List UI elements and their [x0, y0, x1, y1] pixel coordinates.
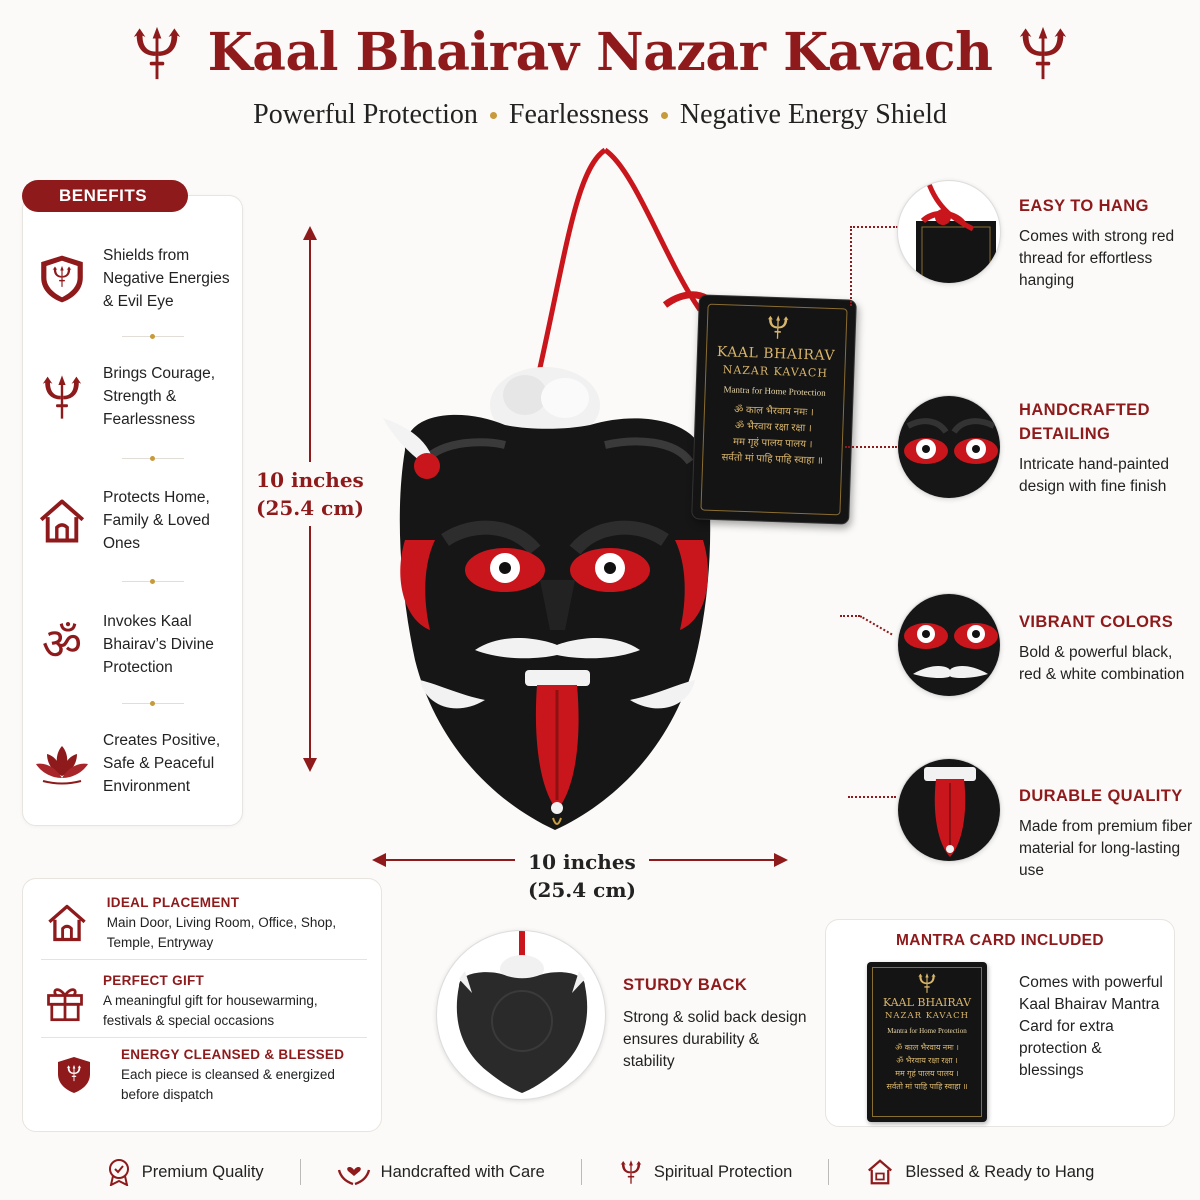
mantra-line: सर्वतो मां पाहि पाहि स्वाहा ॥ [886, 1082, 968, 1091]
sturdy-back-image [436, 930, 606, 1100]
info-ideal-placement [43, 893, 368, 952]
info-title: ENERGY CLEANSED & BLESSED [121, 1047, 345, 1062]
feature-desc: Comes with strong red thread for effortless hanging [1019, 228, 1175, 289]
gift-icon [43, 971, 87, 1030]
separator-dot [490, 112, 497, 119]
home-icon [43, 893, 91, 952]
feature-title: VIBRANT COLORS [1019, 613, 1174, 631]
benefit-text: Brings Courage, Strength & Fearlessness [103, 365, 216, 428]
sturdy-back-title: STURDY BACK [623, 976, 748, 994]
connector-line [860, 615, 893, 635]
tag-mantra-label: Mantra for Home Protection [723, 384, 826, 398]
sturdy-back-info [623, 973, 813, 1073]
footer-item [106, 1158, 264, 1186]
card-title: KAAL BHAIRAV [882, 996, 972, 1009]
handcrafted-detail-image [897, 395, 1001, 499]
benefit-item [33, 362, 243, 431]
info-desc: Each piece is cleansed & energized before dispatch [121, 1067, 335, 1102]
footer-label: Blessed & Ready to Hang [905, 1162, 1095, 1181]
divider [122, 581, 184, 582]
divider [41, 959, 367, 960]
mantra-line: ॐ काल भैरवाय नमः । [895, 1043, 959, 1052]
benefit-text: Creates Positive, Safe & Peaceful Environment [103, 732, 221, 795]
mantra-card-image [867, 962, 987, 1122]
divider [581, 1159, 582, 1185]
info-desc: Main Door, Living Room, Office, Shop, Temple, Entryway [106, 915, 337, 950]
vibrant-colors-image [897, 593, 1001, 697]
info-perfect-gift [43, 971, 368, 1030]
subtitle [0, 99, 1200, 131]
connector-line [850, 226, 898, 228]
feature-easy-to-hang [1019, 194, 1194, 292]
om-icon: ॐ [41, 618, 83, 670]
footer-label: Premium Quality [141, 1162, 264, 1181]
footer-label: Spiritual Protection [653, 1162, 793, 1181]
quality-badge-icon [106, 1158, 132, 1186]
divider [41, 1037, 367, 1038]
benefit-text: Shields from Negative Energies & Evil Eye [103, 247, 230, 310]
trident-icon [128, 24, 186, 82]
trident-shield-icon [43, 1045, 105, 1104]
benefit-text: Invokes Kaal Bhairav’s Divine Protection [103, 613, 214, 676]
feature-vibrant-colors [1019, 610, 1194, 686]
sturdy-back-desc: Strong & solid back design ensures durability & stability [623, 1009, 807, 1070]
mantra-line: मम गृहं पालय पालय । [895, 1069, 959, 1078]
arrow-right-icon [774, 853, 788, 867]
mantra-line: ॐ भैरवाय रक्षा रक्षा । [896, 1056, 958, 1065]
footer-label: Handcrafted with Care [380, 1162, 545, 1181]
hands-heart-icon [337, 1158, 371, 1186]
trident-icon [916, 972, 938, 994]
divider [122, 458, 184, 459]
benefit-item [33, 729, 243, 798]
home-icon [33, 492, 91, 550]
benefits-label: BENEFITS [22, 180, 188, 212]
feature-title: HANDCRAFTED DETAILING [1019, 401, 1150, 443]
feature-title: DURABLE QUALITY [1019, 787, 1183, 805]
card-subtitle: NAZAR KAVACH [884, 1011, 970, 1021]
footer-strip [0, 1152, 1200, 1192]
benefit-item [33, 486, 243, 555]
width-label [515, 848, 649, 904]
header [0, 22, 1200, 131]
benefit-item [33, 244, 243, 313]
trident-shield-icon [33, 250, 91, 308]
height-inches: 10 inches [256, 468, 364, 492]
card-label: Mantra for Home Protection [887, 1027, 967, 1035]
arrow-up-icon [303, 226, 317, 240]
lotus-icon [33, 735, 91, 793]
tag-title: KAAL BHAIRAV [716, 343, 836, 365]
mantra-card-desc: Comes with powerful Kaal Bhairav Mantra Card for extra protection & blessings [1019, 974, 1163, 1079]
feature-handcrafted [1019, 398, 1194, 498]
height-label [250, 462, 370, 526]
trident-icon [764, 314, 791, 341]
temple-home-icon [865, 1157, 895, 1187]
page-title: Kaal Bhairav Nazar Kavach [207, 22, 993, 83]
connector-line [840, 615, 860, 617]
trident-icon [1014, 24, 1072, 82]
easy-to-hang-image [897, 180, 1001, 284]
mantra-line: ॐ काल भैरवाय नमः । [733, 404, 814, 419]
trident-icon [33, 368, 91, 426]
subtitle-item: Powerful Protection [253, 99, 478, 130]
separator-dot [661, 112, 668, 119]
subtitle-item: Negative Energy Shield [679, 99, 947, 130]
arrow-left-icon [372, 853, 386, 867]
divider [122, 336, 184, 337]
divider [828, 1159, 829, 1185]
benefits-panel [22, 195, 243, 826]
connector-line [845, 446, 897, 448]
durable-quality-image [897, 758, 1001, 862]
feature-desc: Bold & powerful black, red & white combination [1019, 644, 1185, 683]
info-panel [22, 878, 382, 1132]
feature-durable-quality [1019, 784, 1194, 882]
width-inches: 10 inches [528, 850, 636, 874]
info-energy-cleansed [43, 1045, 368, 1104]
info-title: PERFECT GIFT [103, 973, 205, 988]
info-title: IDEAL PLACEMENT [106, 895, 240, 910]
divider [300, 1159, 301, 1185]
mantra-tag [691, 294, 857, 524]
width-cm: (25.4 cm) [528, 878, 636, 902]
tag-subtitle: NAZAR KAVACH [722, 363, 829, 380]
divider [122, 703, 184, 704]
footer-item [618, 1158, 793, 1186]
feature-title: EASY TO HANG [1019, 197, 1149, 215]
info-desc: A meaningful gift for housewarming, festivals & special occasions [103, 993, 318, 1028]
mantra-line: मम गृहं पालय पालय । [732, 436, 813, 451]
mantra-card-title: MANTRA CARD INCLUDED [895, 932, 1105, 949]
benefit-item [33, 610, 243, 679]
mantra-line: ॐ भैरवाय रक्षा रक्षा । [734, 420, 812, 435]
feature-desc: Intricate hand-painted design with fine finish [1019, 456, 1169, 495]
subtitle-item: Fearlessness [508, 99, 649, 130]
arrow-down-icon [303, 758, 317, 772]
footer-item [865, 1157, 1094, 1187]
connector-line [850, 226, 852, 306]
benefit-text: Protects Home, Family & Loved Ones [103, 489, 210, 552]
height-cm: (25.4 cm) [256, 496, 364, 520]
mantra-line: सर्वतो मां पाहि पाहि स्वाहा ॥ [721, 452, 824, 467]
footer-item [337, 1158, 545, 1186]
feature-desc: Made from premium fiber material for long-lasting use [1019, 818, 1193, 879]
trident-icon [618, 1158, 644, 1186]
mantra-card-panel [825, 919, 1175, 1127]
connector-line [848, 796, 896, 798]
